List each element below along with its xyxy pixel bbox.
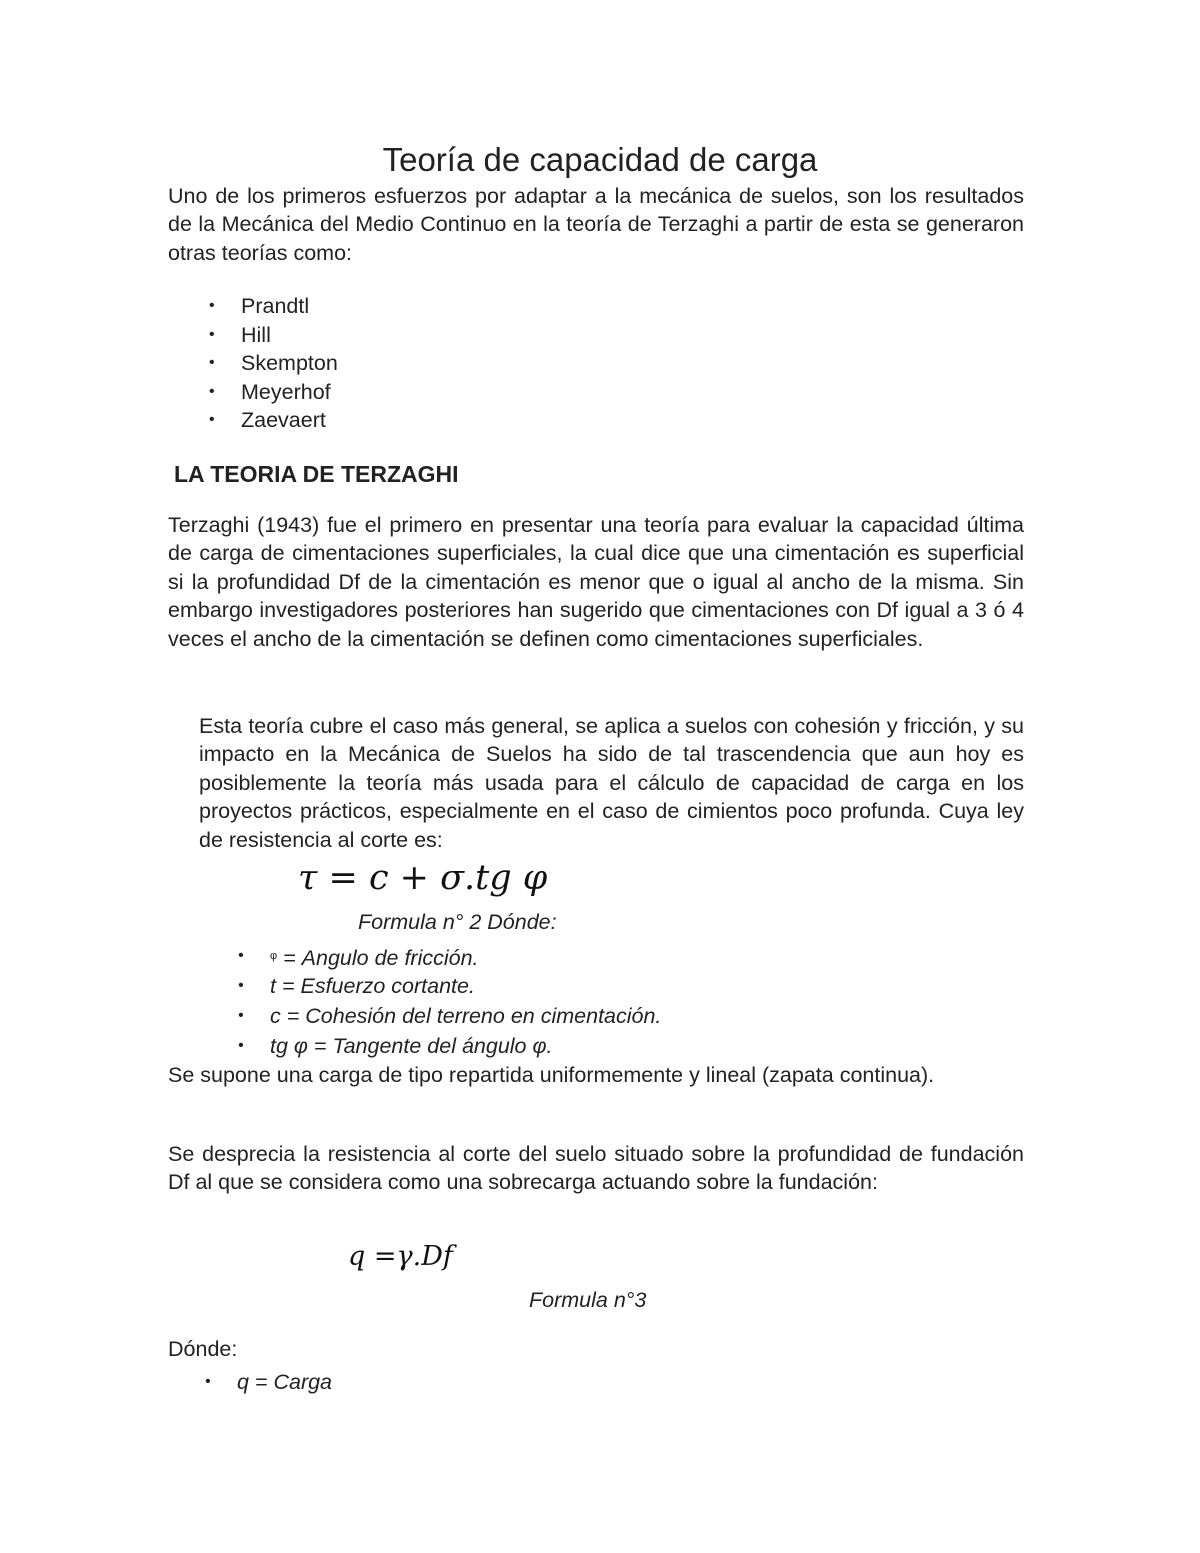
bullet-icon: • <box>238 1037 244 1054</box>
formula-3-terms <box>205 1368 637 1397</box>
list-item <box>209 378 641 407</box>
bullet-icon: • <box>209 354 215 371</box>
bullet-icon: • <box>238 977 244 994</box>
bullet-icon: • <box>209 382 215 400</box>
donde-label: Dónde: <box>168 1337 238 1361</box>
list-item-label: Skempton <box>241 351 338 375</box>
list-item <box>238 1001 970 1031</box>
page-title: Teoría de capacidad de carga <box>382 141 818 178</box>
section-heading: LA TEORIA DE TERZAGHI <box>174 461 459 487</box>
theory-paragraph: Esta teoría cubre el caso más general, se aplica a suelos con cohesión y fricción, y su impacto en la Mecánica de Suelos ha sido de tal trascendencia que aun hoy es posiblemente la teoría más usada para el cálculo de capacidad de carga en los proyectos prácticos, especialmente en el caso de cimientos poco profunda. Cuya ley de resistencia al corte es: <box>199 714 1024 852</box>
list-item <box>205 1368 637 1397</box>
neglect-paragraph: Se desprecia la resistencia al corte del suelo situado sobre la profundidad de fundación Df al que se considera como una sobrecarga actuando sobre la fundación: <box>168 1142 1024 1195</box>
term-symbol: tg φ <box>270 1034 308 1058</box>
list-item-label: Hill <box>241 322 271 347</box>
list-item-label: Meyerhof <box>241 379 331 404</box>
term-text: = Tangente del ángulo φ. <box>307 1034 553 1058</box>
bullet-icon: • <box>238 947 244 964</box>
list-item <box>238 941 970 971</box>
list-item <box>238 1031 970 1061</box>
theories-list <box>209 292 641 435</box>
list-item <box>209 349 641 378</box>
intro-paragraph: Uno de los primeros esfuerzos por adaptar a la mecánica de suelos, son los resultados de la Mecánica del Medio Continuo en la teoría de Terzaghi a partir de esta se generaron otras teorías como: <box>168 184 1024 265</box>
formula-surcharge: q =γ.Df <box>348 1241 453 1272</box>
formula-2-caption: Formula n° 2 Dónde: <box>358 910 557 934</box>
list-item <box>209 321 641 350</box>
list-item <box>209 406 641 435</box>
bullet-icon: • <box>238 1007 244 1024</box>
term-text: t = Esfuerzo cortante. <box>270 974 475 998</box>
phi-symbol: φ <box>270 950 278 962</box>
bullet-icon: • <box>209 411 215 428</box>
bullet-icon: • <box>209 325 215 343</box>
formula-shear-resistance: τ = c + σ.tg φ <box>298 858 548 898</box>
formula-2-terms <box>238 941 970 1061</box>
list-item <box>238 971 970 1001</box>
terzaghi-paragraph: Terzaghi (1943) fue el primero en presentar una teoría para evaluar la capacidad última de carga de cimentaciones superficiales, la cual dice que una cimentación es superficial si la profundidad Df de la cimentación es menor que o igual al ancho de la misma. Sin embargo investigadores posteriores han sugerido que cimentaciones con Df igual a 3 ó 4 veces el ancho de la cimentación se definen como cimentaciones superficiales. <box>168 513 1024 651</box>
term-text: q = Carga <box>237 1370 333 1394</box>
assumption-text: Se supone una carga de tipo repartida uniformemente y lineal (zapata continua). <box>168 1063 935 1087</box>
term-text: c = Cohesión del terreno en cimentación. <box>270 1004 662 1028</box>
term-text: = Angulo de fricción. <box>277 946 479 970</box>
list-item-label: Prandtl <box>241 294 310 318</box>
bullet-icon: • <box>205 1373 211 1390</box>
formula-3-caption: Formula n°3 <box>529 1288 647 1312</box>
list-item <box>209 292 641 321</box>
bullet-icon: • <box>209 297 215 314</box>
list-item-label: Zaevaert <box>241 408 326 432</box>
